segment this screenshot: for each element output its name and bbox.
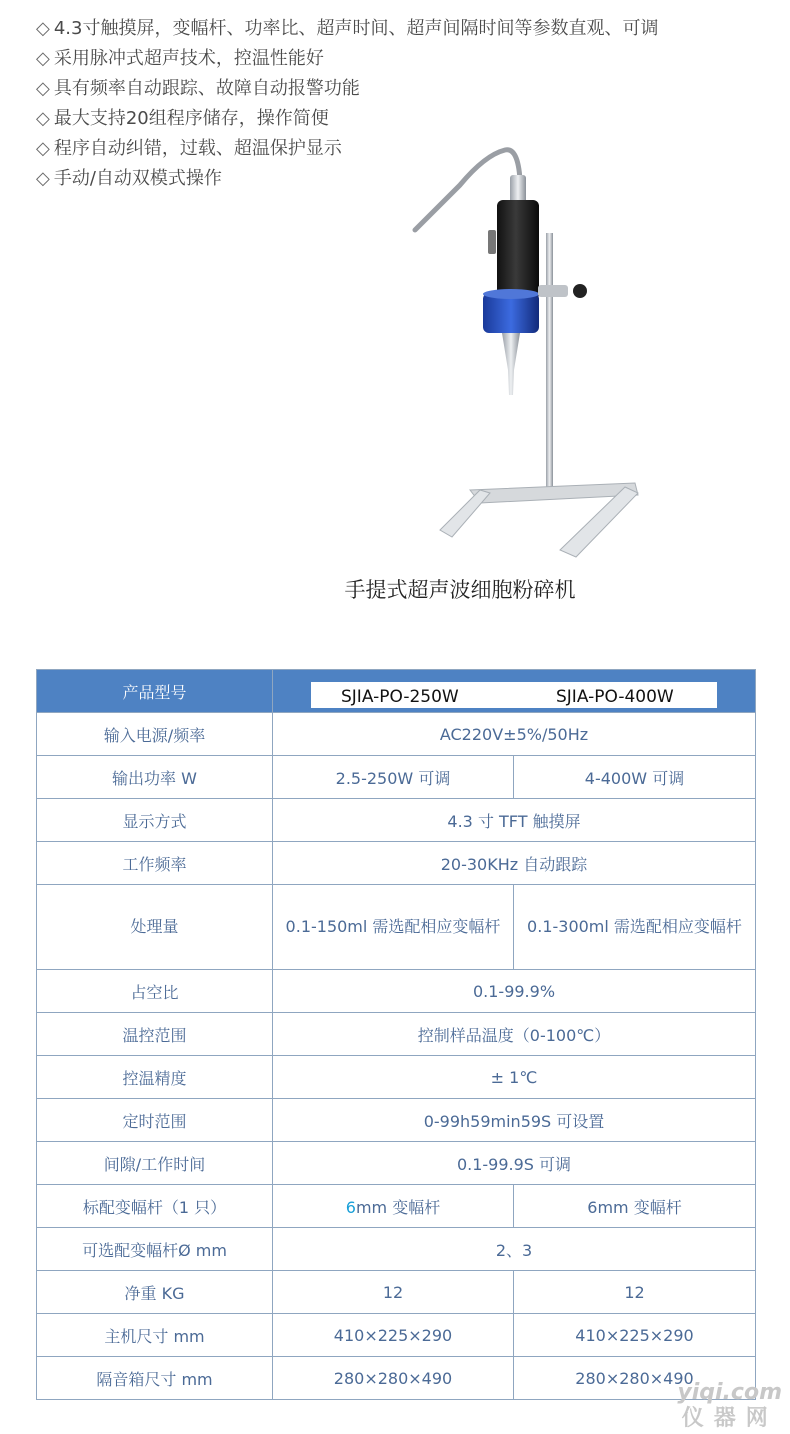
row-label: 隔音箱尺寸 mm — [37, 1357, 273, 1400]
spec-table — [36, 669, 756, 1400]
row-label: 处理量 — [37, 885, 273, 970]
row-label: 间隙/工作时间 — [37, 1142, 273, 1185]
feature-item: ◇ 采用脉冲式超声技术，控温性能好 — [36, 48, 324, 69]
table-row — [37, 970, 756, 1013]
table-row — [37, 1013, 756, 1056]
model-1: SJIA-PO-250W — [341, 687, 459, 707]
row-value: 4.3 寸 TFT 触摸屏 — [273, 799, 756, 842]
diamond-bullet-icon: ◇ — [36, 138, 50, 159]
table-row — [37, 713, 756, 756]
table-header-row — [37, 670, 756, 713]
row-value-model1: 2.5-250W 可调 — [273, 756, 514, 799]
feature-item: ◇ 最大支持20组程序储存，操作简便 — [36, 108, 329, 129]
row-value: 控制样品温度（0-100℃） — [273, 1013, 756, 1056]
row-value-model2: 4-400W 可调 — [514, 756, 756, 799]
diamond-bullet-icon: ◇ — [36, 18, 50, 39]
table-row — [37, 1185, 756, 1228]
row-value-model1: 12 — [273, 1271, 514, 1314]
horn-size-digit: 6 — [345, 1197, 356, 1217]
row-value-model1: 280×280×490 — [273, 1357, 514, 1400]
row-label: 输入电源/频率 — [37, 713, 273, 756]
row-value-model2: 12 — [514, 1271, 756, 1314]
row-label: 定时范围 — [37, 1099, 273, 1142]
watermark-brand: 仪器网 — [681, 1406, 778, 1431]
table-row — [37, 885, 756, 970]
row-label: 净重 KG — [37, 1271, 273, 1314]
row-label: 控温精度 — [37, 1056, 273, 1099]
watermark-domain: yiqi.com — [677, 1380, 782, 1405]
row-value: 0-99h59min59S 可设置 — [273, 1099, 756, 1142]
model-2: SJIA-PO-400W — [556, 687, 674, 707]
row-value-model1 — [273, 1185, 514, 1228]
feature-item: ◇ 具有频率自动跟踪、故障自动报警功能 — [36, 78, 360, 99]
model-names-box — [311, 682, 717, 708]
row-label: 显示方式 — [37, 799, 273, 842]
row-value-model2: 410×225×290 — [514, 1314, 756, 1357]
row-value-model1: 410×225×290 — [273, 1314, 514, 1357]
table-row — [37, 1314, 756, 1357]
row-label: 主机尺寸 mm — [37, 1314, 273, 1357]
row-value-model2: 6mm 变幅杆 — [514, 1185, 756, 1228]
row-label: 工作频率 — [37, 842, 273, 885]
table-row — [37, 842, 756, 885]
header-label: 产品型号 — [37, 670, 273, 713]
table-row — [37, 1056, 756, 1099]
table-row — [37, 1271, 756, 1314]
row-value-model2: 0.1-300ml 需选配相应变幅杆 — [514, 885, 756, 970]
table-row — [37, 799, 756, 842]
table-row — [37, 1099, 756, 1142]
row-value: AC220V±5%/50Hz — [273, 713, 756, 756]
row-value: ± 1℃ — [273, 1056, 756, 1099]
row-value-model2: 280×280×490 — [514, 1357, 756, 1400]
row-value: 2、3 — [273, 1228, 756, 1271]
horn-size-rest: mm 变幅杆 — [355, 1197, 441, 1217]
diamond-bullet-icon: ◇ — [36, 168, 50, 189]
row-label: 占空比 — [37, 970, 273, 1013]
row-value: 0.1-99.9% — [273, 970, 756, 1013]
row-label: 标配变幅杆（1 只） — [37, 1185, 273, 1228]
row-value: 20-30KHz 自动跟踪 — [273, 842, 756, 885]
row-label: 输出功率 W — [37, 756, 273, 799]
product-caption: 手提式超声波细胞粉碎机 — [344, 578, 576, 602]
row-value-model1: 0.1-150ml 需选配相应变幅杆 — [273, 885, 514, 970]
row-value: 0.1-99.9S 可调 — [273, 1142, 756, 1185]
site-watermark — [677, 1382, 782, 1430]
header-models — [273, 670, 756, 713]
row-label: 可选配变幅杆Ø mm — [37, 1228, 273, 1271]
feature-item: ◇ 手动/自动双模式操作 — [36, 168, 222, 189]
table-row — [37, 1357, 756, 1400]
row-label: 温控范围 — [37, 1013, 273, 1056]
diamond-bullet-icon: ◇ — [36, 78, 50, 99]
feature-item: ◇ 4.3寸触摸屏，变幅杆、功率比、超声时间、超声间隔时间等参数直观、可调 — [36, 18, 659, 39]
diamond-bullet-icon: ◇ — [36, 108, 50, 129]
table-row — [37, 1228, 756, 1271]
table-row — [37, 1142, 756, 1185]
table-row — [37, 756, 756, 799]
feature-item: ◇ 程序自动纠错，过载、超温保护显示 — [36, 138, 342, 159]
ultrasonic-homogenizer-image — [380, 145, 660, 565]
diamond-bullet-icon: ◇ — [36, 48, 50, 69]
